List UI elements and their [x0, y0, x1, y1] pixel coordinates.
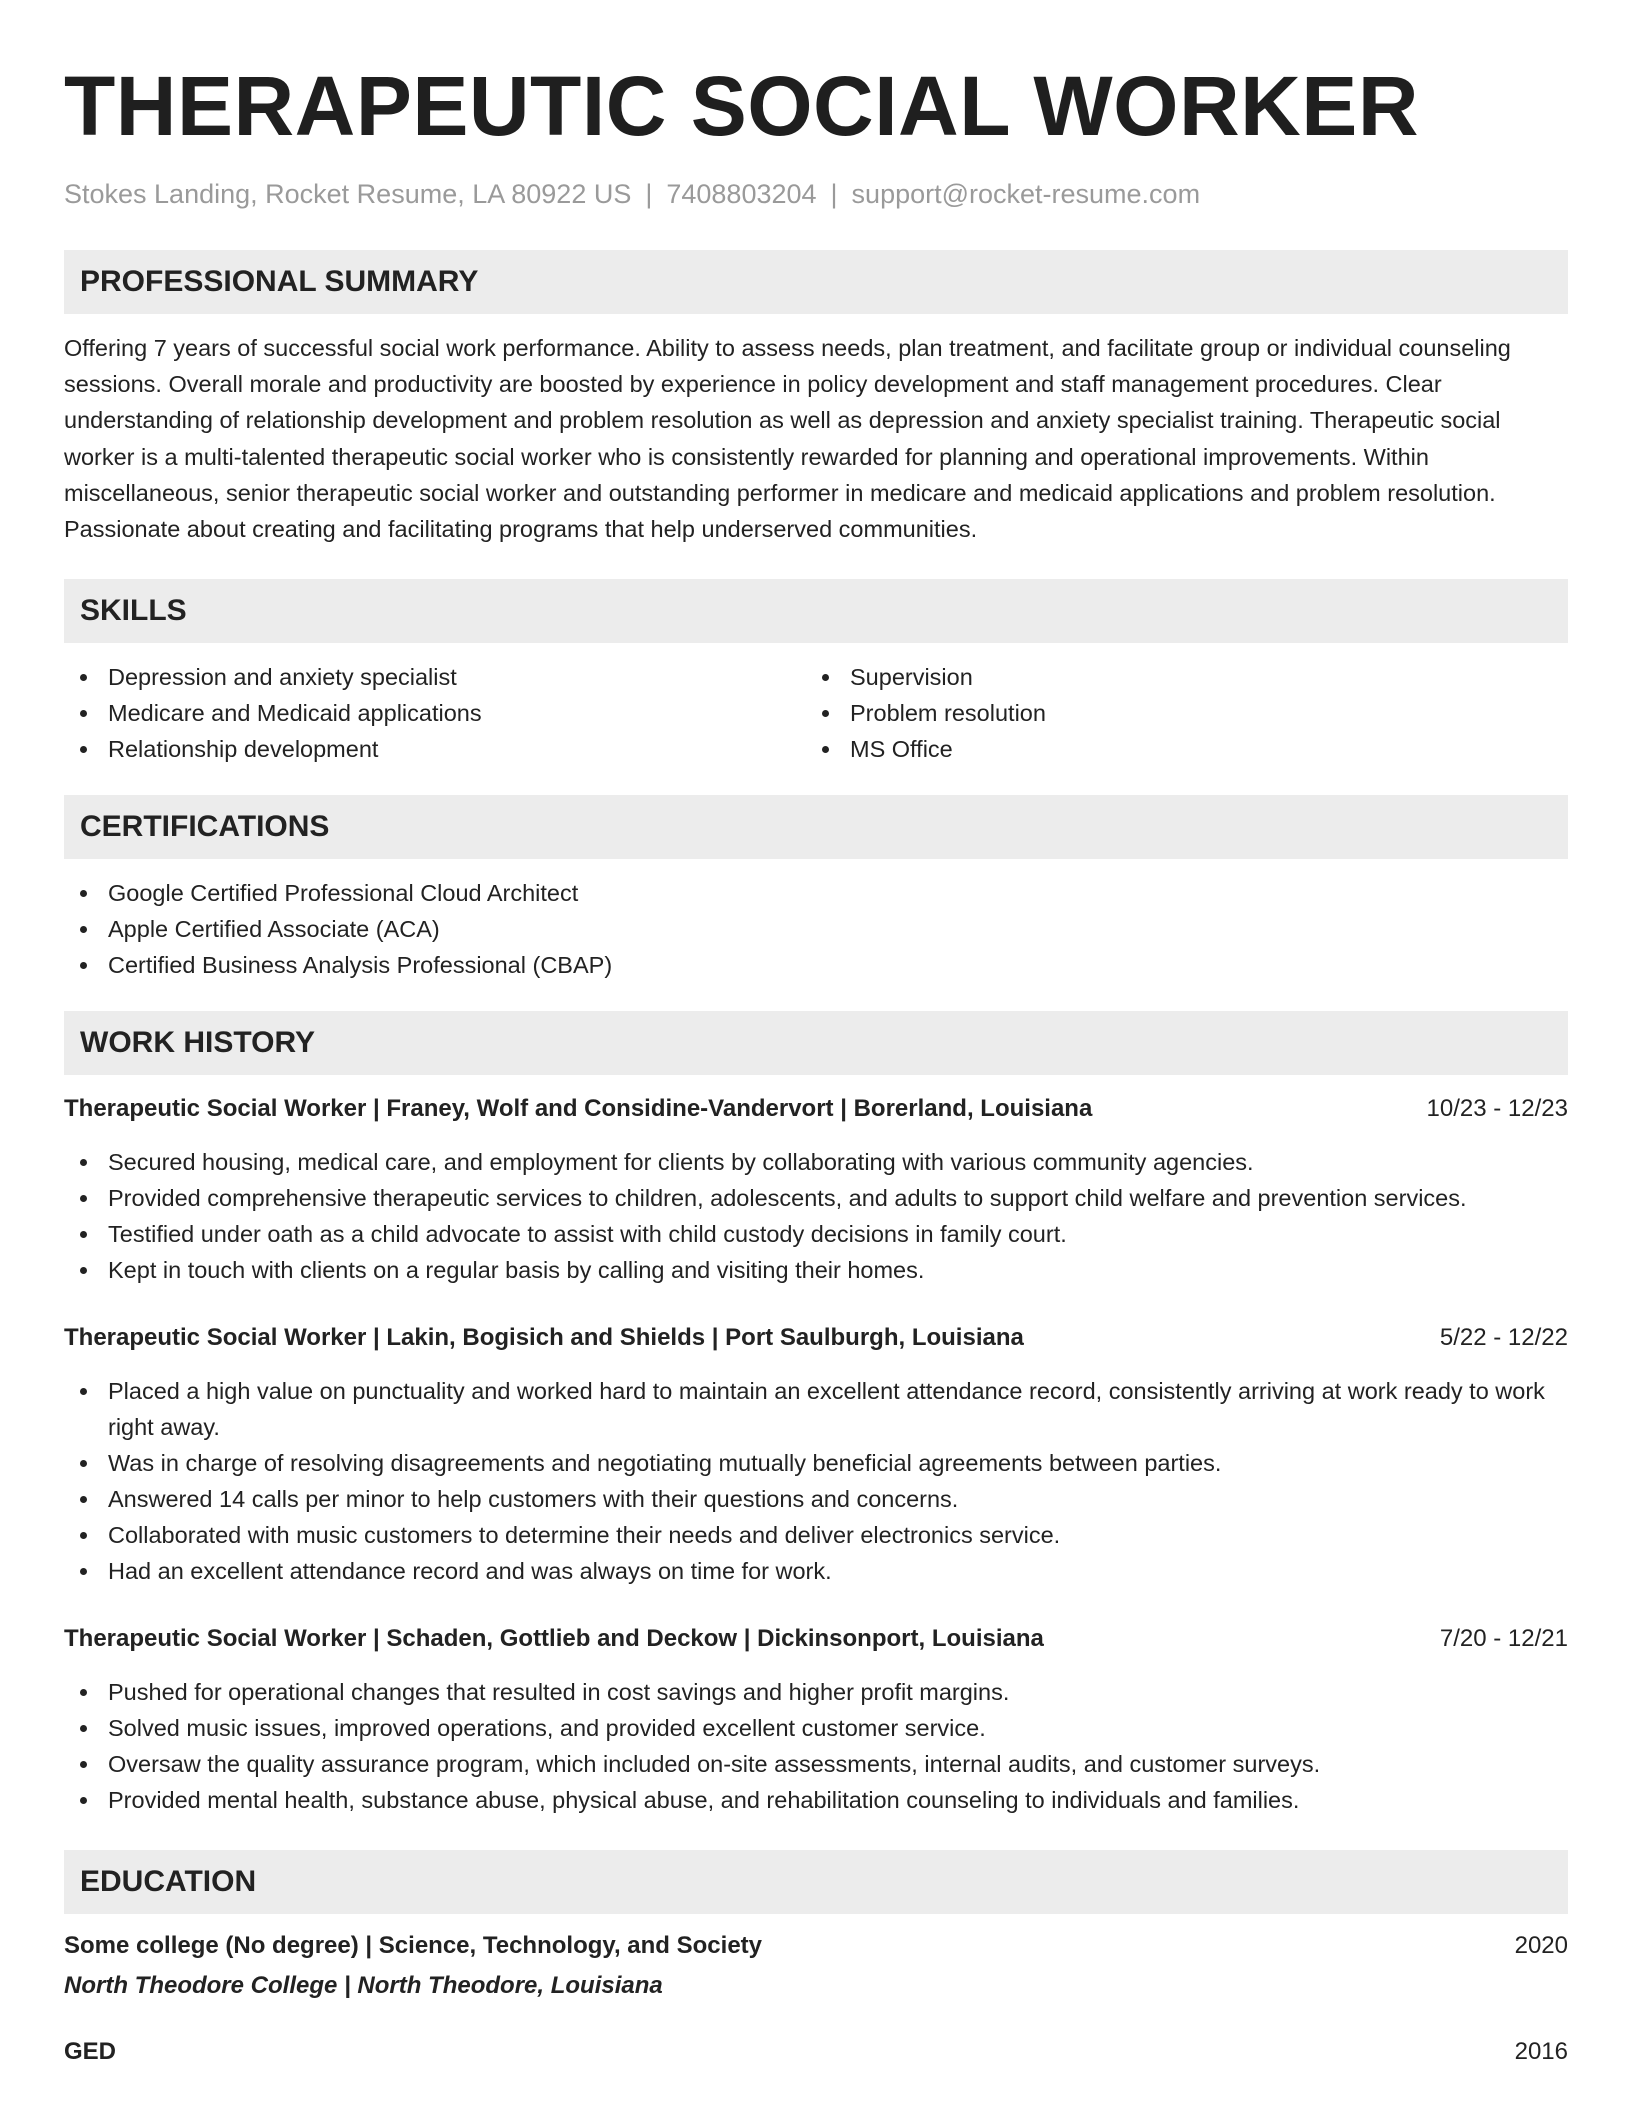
skill-item: Depression and anxiety specialist [64, 659, 806, 695]
education-degree: Some college (No degree) | Science, Technology, and Society [64, 1932, 763, 1960]
job-bullet: Oversaw the quality assurance program, which included on-site assessments, internal audits, and customer surveys. [64, 1746, 1568, 1782]
education-year: 2016 [1514, 2038, 1568, 2066]
job-bullet: Provided mental health, substance abuse, physical abuse, and rehabilitation counseling to individuals and families. [64, 1782, 1568, 1818]
contact-address: Stokes Landing, Rocket Resume, LA 80922 US [64, 179, 632, 209]
job-dates: 5/22 - 12/22 [1439, 1324, 1568, 1352]
skill-item: Relationship development [64, 731, 806, 767]
education-degree: GED [64, 2038, 117, 2066]
job-title: Therapeutic Social Worker | Schaden, Gottlieb and Deckow | Dickinsonport, Louisiana [64, 1625, 1044, 1653]
job-header [64, 1091, 1568, 1127]
education-entry [64, 1928, 1568, 2004]
work-history-section [64, 1011, 1568, 1818]
certification-item: Apple Certified Associate (ACA) [64, 911, 1568, 947]
certification-item: Certified Business Analysis Professional (CBAP) [64, 947, 1568, 983]
job-entry [64, 1621, 1568, 1818]
job-bullet: Secured housing, medical care, and employment for clients by collaborating with various community agencies. [64, 1144, 1568, 1180]
job-bullet: Pushed for operational changes that resulted in cost savings and higher profit margins. [64, 1674, 1568, 1710]
contact-separator: | [645, 179, 653, 209]
section-title-work-history: WORK HISTORY [64, 1011, 1568, 1075]
job-header [64, 1621, 1568, 1657]
education-year: 2020 [1514, 1932, 1568, 1960]
job-bullet: Was in charge of resolving disagreements and negotiating mutually beneficial agreements between parties. [64, 1445, 1568, 1481]
skills-grid [64, 659, 1568, 767]
job-bullets [64, 1144, 1568, 1288]
job-bullet: Provided comprehensive therapeutic services to children, adolescents, and adults to support child welfare and prevention services. [64, 1180, 1568, 1216]
contact-separator: | [830, 179, 838, 209]
education-header [64, 2034, 1568, 2070]
job-title: Therapeutic Social Worker | Franey, Wolf and Considine-Vandervort | Borerland, Louisiana [64, 1095, 1093, 1123]
job-bullets [64, 1373, 1568, 1589]
section-title-summary: PROFESSIONAL SUMMARY [64, 250, 1568, 314]
skills-list-left [64, 659, 806, 767]
contact-email: support@rocket-resume.com [851, 179, 1201, 209]
education-school: North Theodore College | North Theodore, Louisiana [64, 1972, 663, 2000]
job-bullet: Testified under oath as a child advocate to assist with child custody decisions in family court. [64, 1216, 1568, 1252]
certifications-list [64, 875, 1568, 983]
skill-item: Problem resolution [806, 695, 1568, 731]
skill-item: Medicare and Medicaid applications [64, 695, 806, 731]
candidate-name: THERAPEUTIC SOCIAL WORKER [64, 59, 1419, 153]
section-title-education: EDUCATION [64, 1850, 1568, 1914]
job-title: Therapeutic Social Worker | Lakin, Bogisich and Shields | Port Saulburgh, Louisiana [64, 1324, 1024, 1352]
education-entry [64, 2034, 1568, 2070]
contact-phone: 7408803204 [666, 179, 817, 209]
job-bullet: Solved music issues, improved operations, and provided excellent customer service. [64, 1710, 1568, 1746]
education-header [64, 1928, 1568, 1964]
skill-item: MS Office [806, 731, 1568, 767]
job-bullet: Placed a high value on punctuality and worked hard to maintain an excellent attendance record, consistently arriving at work ready to work right away. [64, 1373, 1568, 1445]
job-bullet: Kept in touch with clients on a regular basis by calling and visiting their homes. [64, 1252, 1568, 1288]
certifications-section [64, 795, 1568, 983]
certification-item: Google Certified Professional Cloud Architect [64, 875, 1568, 911]
section-title-skills: SKILLS [64, 579, 1568, 643]
job-dates: 7/20 - 12/21 [1439, 1625, 1568, 1653]
section-title-certifications: CERTIFICATIONS [64, 795, 1568, 859]
job-header [64, 1320, 1568, 1356]
job-entry [64, 1320, 1568, 1589]
job-bullet: Collaborated with music customers to determine their needs and deliver electronics service. [64, 1517, 1568, 1553]
job-dates: 10/23 - 12/23 [1426, 1095, 1568, 1123]
job-bullets [64, 1674, 1568, 1818]
contact-line [64, 176, 1568, 212]
job-entry [64, 1091, 1568, 1288]
education-section [64, 1850, 1568, 2070]
skills-section [64, 579, 1568, 767]
skill-item: Supervision [806, 659, 1568, 695]
job-bullet: Had an excellent attendance record and was always on time for work. [64, 1553, 1568, 1589]
skills-list-right [806, 659, 1568, 767]
summary-text: Offering 7 years of successful social work performance. Ability to assess needs, plan treatment, and facilitate group or individual counseling sessions. Overall morale and productivity are boosted by experience in policy development and staff management procedures. Clear understanding of relationship development and problem resolution as well as depression and anxiety specialist training. Therapeutic social worker is a multi-talented therapeutic social worker who is consistently rewarded for planning and operational improvements. Within miscellaneous, senior therapeutic social worker and outstanding performer in medicare and medicaid applications and problem resolution. Passionate about creating and facilitating programs that help underserved communities. [64, 335, 1511, 543]
job-bullet: Answered 14 calls per minor to help customers with their questions and concerns. [64, 1481, 1568, 1517]
summary-section [64, 250, 1568, 547]
